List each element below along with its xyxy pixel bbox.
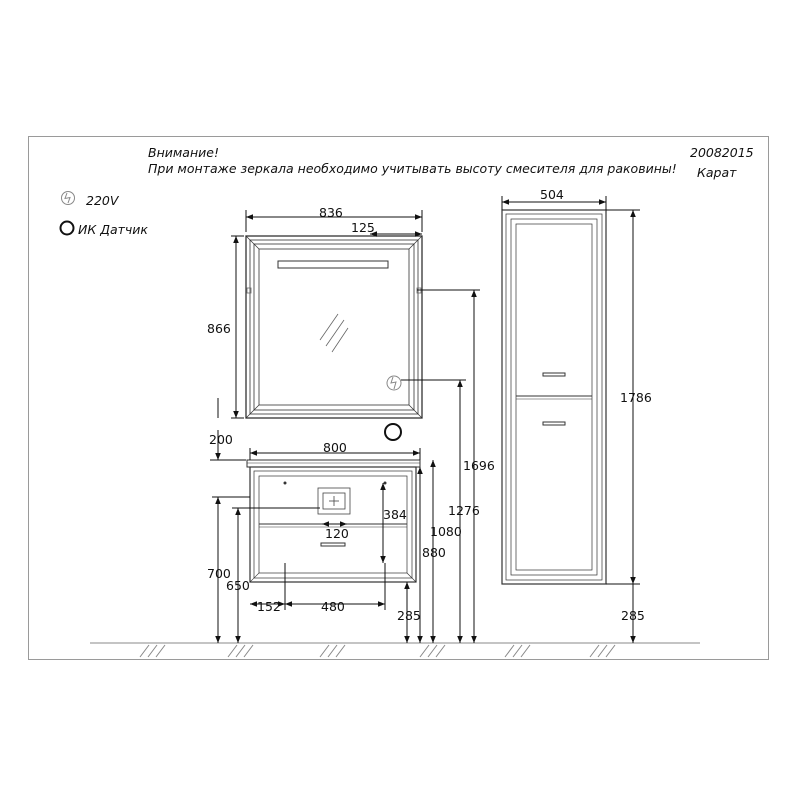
dim-1696: 1696 [463, 458, 495, 473]
warning-text: При монтаже зеркала необходимо учитывать высоту смесителя для раковины! [148, 161, 677, 176]
dim-866: 866 [207, 321, 231, 336]
cabinet-screws [284, 482, 387, 485]
floor-hatch [244, 645, 253, 657]
dim-480: 480 [321, 599, 345, 614]
warning-title: Внимание! [148, 145, 219, 160]
floor-line [90, 643, 700, 657]
mirror-mount-tabs [247, 288, 421, 293]
dim-650: 650 [226, 578, 250, 593]
dim-836: 836 [319, 205, 343, 220]
collection-name: Карат [697, 165, 737, 180]
dim-384: 384 [383, 507, 407, 522]
floor-hatch [428, 645, 437, 657]
floor-hatch [228, 645, 237, 657]
dim-120: 120 [325, 526, 349, 541]
floor-hatch [336, 645, 345, 657]
dim-285-cabinet: 285 [397, 608, 421, 623]
legend-power-label: 220V [86, 193, 119, 208]
floor-hatch [420, 645, 429, 657]
mirror-light-bar [278, 261, 388, 268]
dim-200: 200 [209, 432, 233, 447]
dim-152: 152 [257, 599, 281, 614]
dimension-lines [210, 196, 640, 643]
lightning-icon [62, 192, 75, 205]
floor-hatch [328, 645, 337, 657]
dim-1276: 1276 [448, 503, 480, 518]
floor-hatch [156, 645, 165, 657]
vanity-top [247, 460, 420, 467]
drawer-handle [321, 543, 345, 546]
mirror-sensor-icon [385, 424, 401, 440]
dim-880: 880 [422, 545, 446, 560]
floor-hatch [236, 645, 245, 657]
dim-800: 800 [323, 440, 347, 455]
floor-hatch [148, 645, 157, 657]
legend-sensor-label: ИК Датчик [78, 222, 148, 237]
dim-700: 700 [207, 566, 231, 581]
dim-125: 125 [351, 220, 375, 235]
dim-1080: 1080 [430, 524, 462, 539]
floor-hatch [521, 645, 530, 657]
floor-hatch [590, 645, 599, 657]
mirror-reflection-lines [320, 314, 348, 352]
floor-hatch [606, 645, 615, 657]
doc-number: 20082015 [690, 145, 754, 160]
circle-sensor-icon [61, 222, 74, 235]
dim-285-column: 285 [621, 608, 645, 623]
dim-504: 504 [540, 187, 564, 202]
floor-hatch [320, 645, 329, 657]
dim-1786: 1786 [620, 390, 652, 405]
floor-hatch [598, 645, 607, 657]
sink-basin [318, 488, 350, 514]
floor-hatch [513, 645, 522, 657]
floor-hatch [140, 645, 149, 657]
floor-hatch [436, 645, 445, 657]
floor-hatch [505, 645, 514, 657]
column-cabinet [502, 210, 606, 584]
mirror-socket-icon [387, 376, 401, 390]
mirror-outline [246, 236, 422, 418]
